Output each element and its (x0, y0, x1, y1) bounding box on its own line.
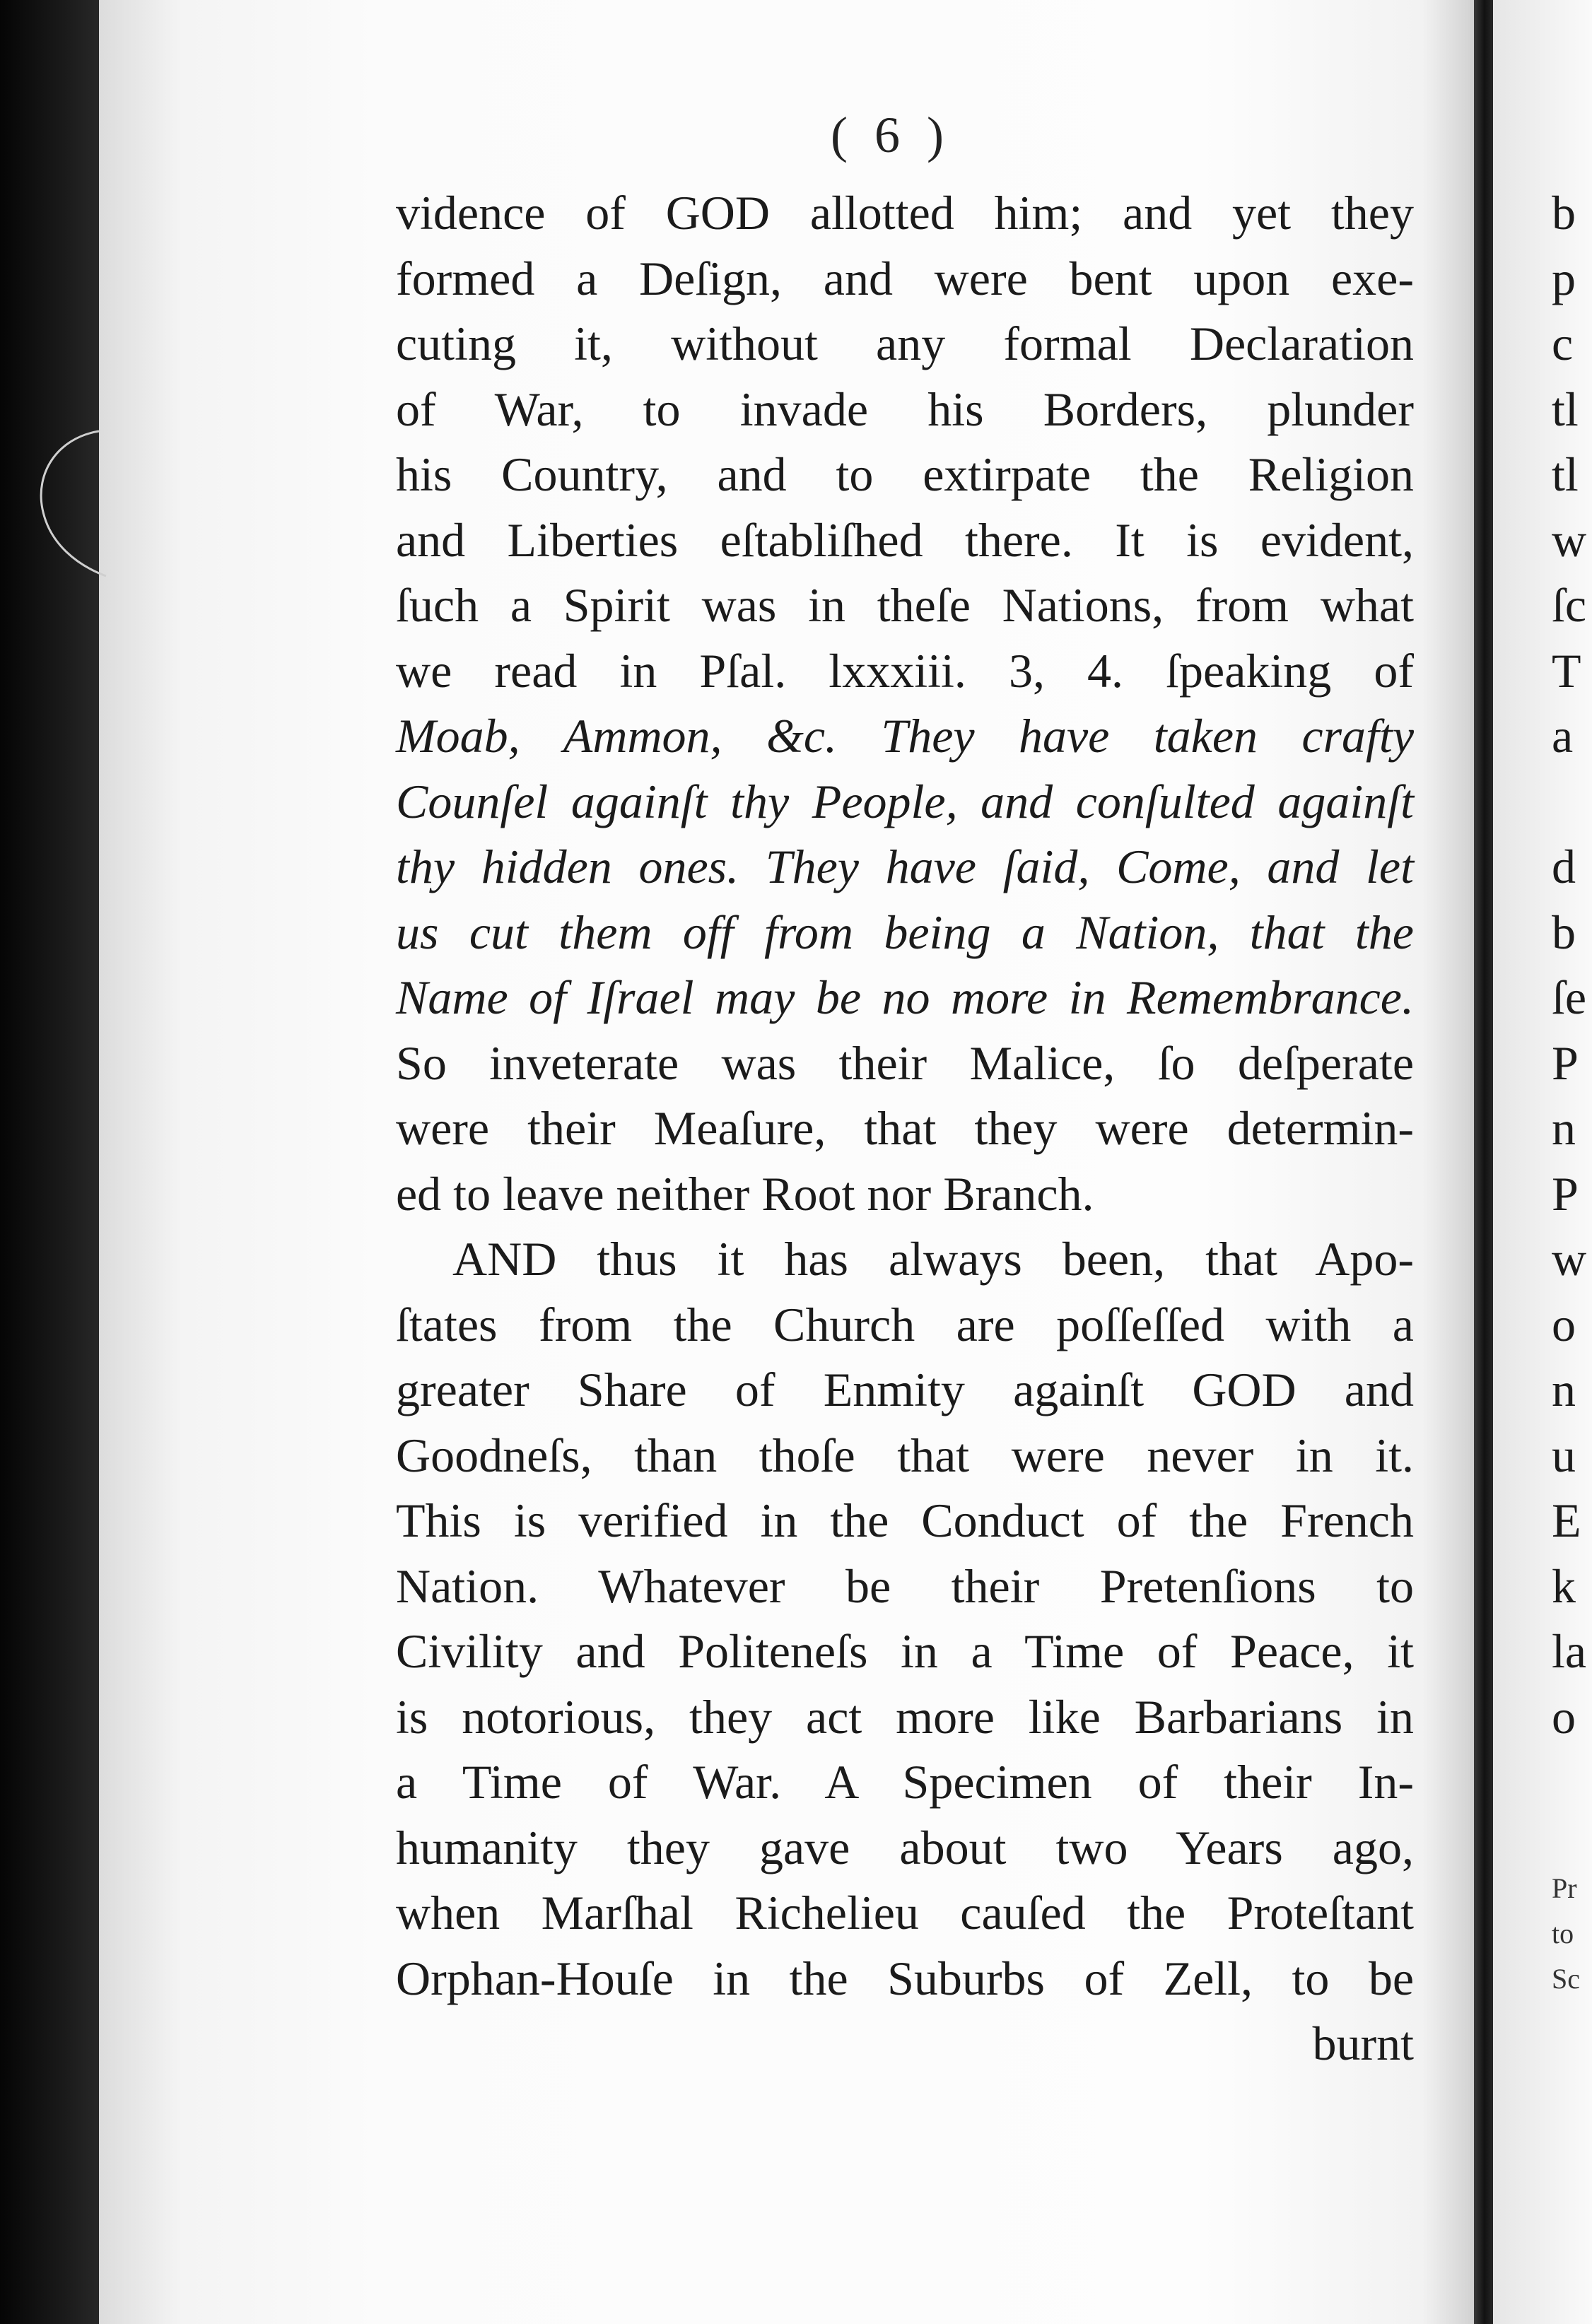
text-line: and Liberties eſtabliſhed there. It is evident, (396, 512, 1414, 567)
facing-page-fragment: T (1552, 643, 1581, 698)
text-line: Counſel againſt thy People, and conſulted againſt (396, 774, 1414, 828)
body-text (396, 180, 1414, 2077)
facing-page-fragment: la (1552, 1624, 1587, 1678)
facing-page-fragment: E (1552, 1493, 1581, 1547)
text-line: humanity they gave about two Years ago, (396, 1820, 1414, 1874)
text-line: greater Share of Enmity againſt GOD and (396, 1363, 1414, 1416)
text-line: Moab, Ammon, &c. They have taken crafty (396, 709, 1414, 763)
text-line: us cut them off from being a Nation, that the (396, 905, 1414, 959)
text-line: vidence of GOD allotted him; and yet they (396, 186, 1414, 240)
facing-page-fragment: tl (1552, 447, 1579, 501)
facing-page-footnote (1552, 1866, 1580, 2002)
facing-page-fragment: d (1552, 840, 1576, 893)
facing-page-fragment: a (1552, 709, 1574, 763)
facing-page-footnote-fragment: to (1552, 1918, 1574, 1949)
text-line: ſuch a Spirit was in theſe Nations, from what (396, 578, 1414, 632)
text-line: This is verified in the Conduct of the French (396, 1493, 1414, 1547)
facing-page-text (1552, 180, 1586, 1749)
text-line: thy hidden ones. They have ſaid, Come, and let (396, 840, 1414, 893)
facing-page-fragment: o (1552, 1297, 1576, 1351)
facing-page-fragment: n (1552, 1363, 1576, 1416)
facing-page-fragment: P (1552, 1035, 1579, 1090)
facing-page-footnote-fragment: Pr (1552, 1872, 1577, 1904)
text-line: ſtates from the Church are poſſeſſed with a (396, 1297, 1414, 1351)
facing-page-fragment: u (1552, 1428, 1576, 1482)
facing-page-fragment: P (1552, 1166, 1579, 1221)
text-line: is notorious, they act more like Barbarians in (396, 1689, 1414, 1744)
text-line: Goodneſs, than thoſe that were never in it. (396, 1428, 1414, 1482)
book-gutter (1474, 0, 1495, 2324)
text-line: cuting it, without any formal Declaration (396, 317, 1414, 370)
text-line: So inveterate was their Malice, ſo deſperate (396, 1035, 1414, 1090)
text-line: when Marſhal Richelieu cauſed the Proteſtant (396, 1886, 1414, 1939)
text-line: we read in Pſal. lxxxiii. 3, 4. ſpeaking of (396, 643, 1414, 698)
facing-page-fragment: k (1552, 1559, 1576, 1613)
text-line: burnt (1312, 2017, 1414, 2070)
text-line: formed a Deſign, and were bent upon exe- (396, 251, 1414, 305)
page-curl-mark (28, 424, 113, 587)
text-line: Nation. Whatever be their Pretenſions to (396, 1559, 1414, 1613)
text-line: ed to leave neither Root nor Branch. (396, 1166, 1094, 1221)
text-line: Orphan-Houſe in the Suburbs of Zell, to be (396, 1951, 1414, 2005)
facing-page-fragment: w (1552, 1232, 1587, 1286)
text-line: were their Meaſure, that they were determin- (396, 1101, 1414, 1155)
facing-page-fragment: p (1552, 251, 1576, 305)
text-line: his Country, and to extirpate the Religion (396, 447, 1414, 501)
text-line: Name of Iſrael may be no more in Remembrance. (396, 970, 1414, 1024)
facing-page-fragment: o (1552, 1689, 1576, 1744)
text-line: of War, to invade his Borders, plunder (396, 382, 1414, 436)
facing-page-fragment: tl (1552, 382, 1579, 436)
text-line: a Time of War. A Specimen of their In- (396, 1755, 1414, 1809)
facing-page-fragment: ſe (1552, 970, 1587, 1024)
scan-left-edge (0, 0, 106, 2324)
facing-page-fragment: c (1552, 317, 1574, 370)
facing-page-footnote-fragment: Sc (1552, 1963, 1580, 1995)
facing-page-fragment: b (1552, 905, 1576, 959)
facing-page-fragment: b (1552, 186, 1576, 240)
page-number: ( 6 ) (831, 107, 951, 163)
facing-page-fragment: n (1552, 1101, 1576, 1155)
text-line: AND thus it has always been, that Apo- (452, 1232, 1414, 1286)
text-line: Civility and Politeneſs in a Time of Peace, it (396, 1624, 1414, 1678)
facing-page-fragment: w (1552, 512, 1587, 567)
facing-page-fragment: ſc (1552, 578, 1587, 632)
facing-page-fragment (1552, 769, 1586, 835)
